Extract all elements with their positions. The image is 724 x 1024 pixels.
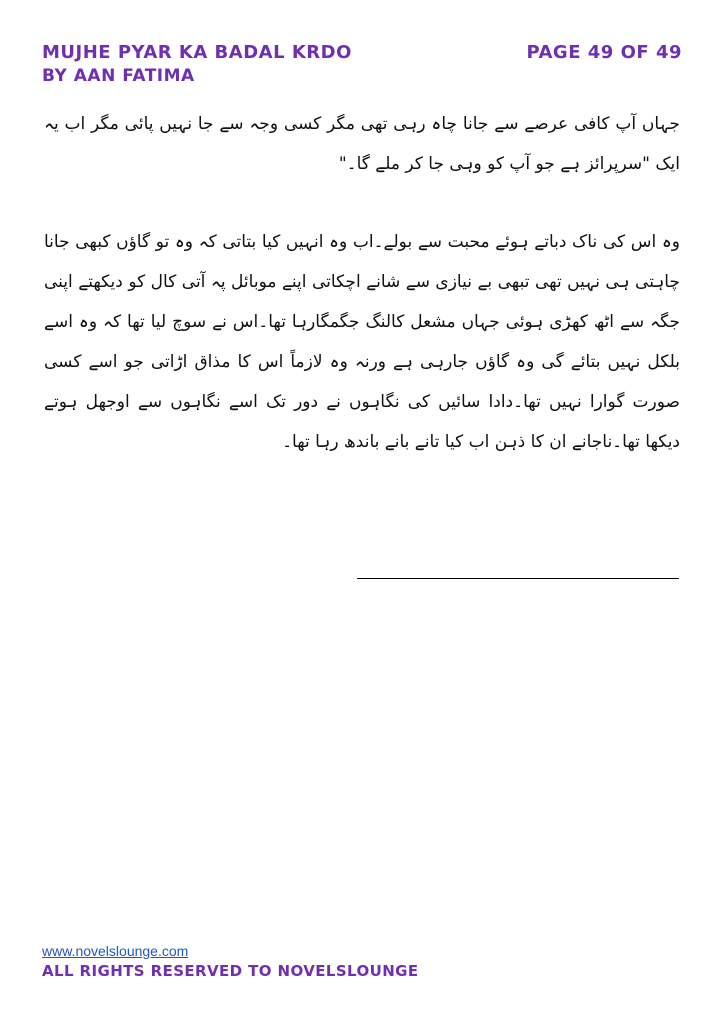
page-number: PAGE 49 OF 49 (526, 42, 682, 63)
end-divider (357, 578, 679, 579)
website-link[interactable]: www.novelslounge.com (42, 943, 189, 959)
paragraph-1: جہاں آپ کافی عرصے سے جانا چاہ رہی تھی مگر کسی وجہ سے جا نہیں پائی مگر اب یہ ایک "سرپرائز ہے جو آپ کو وہی جا کر ملے گا۔" (44, 114, 680, 174)
paragraph-2: وہ اس کی ناک دباتے ہوئے محبت سے بولے۔اب وہ انہیں کیا بتاتی کہ وہ تو گاؤں کبھی جانا چاہتی ہی نہیں تھی تبھی بے نیازی سے شانے اچکاتی اپنے موبائل پہ آتی کال کو دیکھتے اپنی جگہ سے اٹھ کھڑی ہوئی جہاں مشعل کالنگ جگمگارہا تھا۔اس نے سوچ لیا تھا کہ وہ اسے بلکل نہیں بتائے گی وہ گاؤں جارہی ہے ورنہ وہ لازماً اس کا مذاق اڑاتی جو اسے کسی صورت گوارا نہیں تھا۔دادا سائیں کی نگاہوں نے دور تک اسے نگاہوں سے اوجھل ہوتے دیکھا تھا۔ناجانے ان کا ذہن اب کیا تانے بانے باندھ رہا تھا۔ (44, 232, 680, 452)
author-name: BY AAN FATIMA (42, 66, 195, 86)
novel-title: MUJHE PYAR KA BADAL KRDO (42, 42, 352, 63)
copyright-notice: ALL RIGHTS RESERVED TO NOVELSLOUNGE (42, 962, 419, 980)
